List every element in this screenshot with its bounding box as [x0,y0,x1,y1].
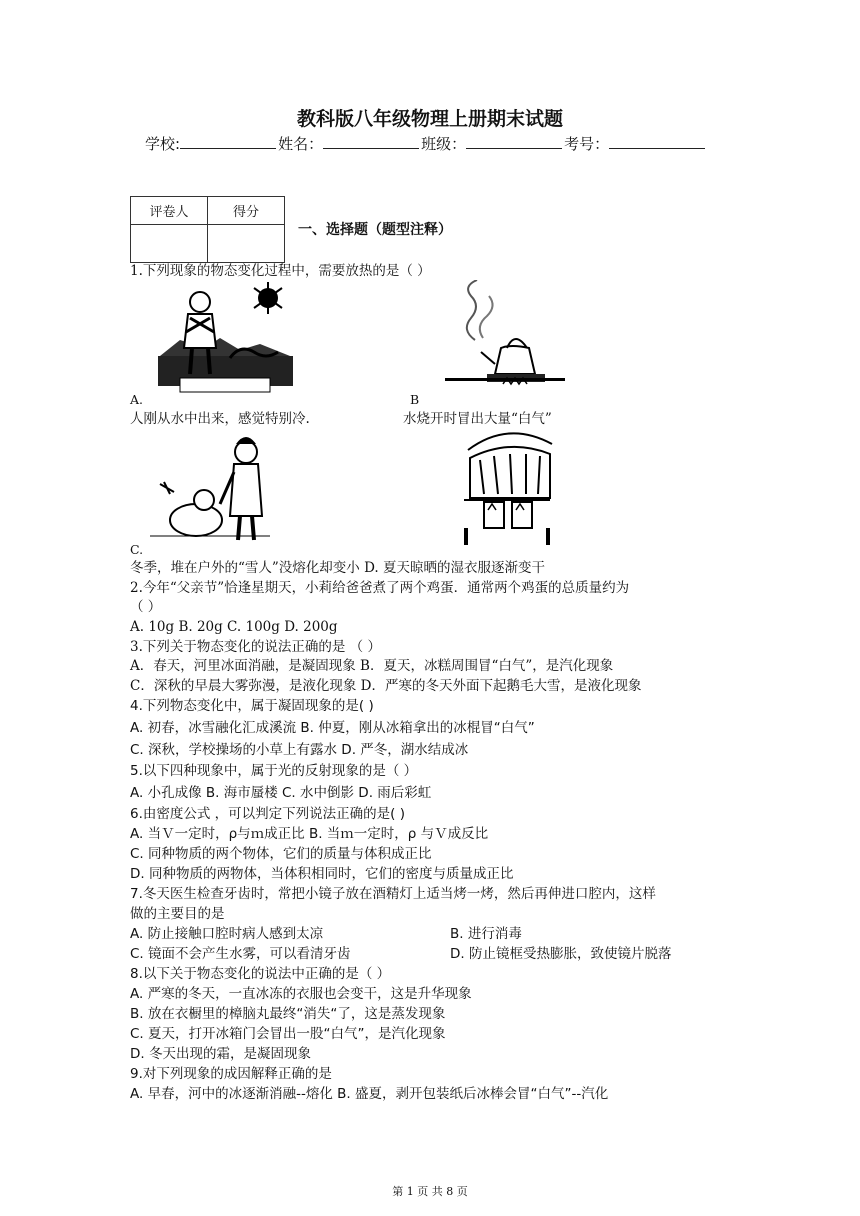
name-label: 姓名： [278,135,324,153]
q1-image-d-laundry [460,430,555,545]
grader-cell [131,225,208,263]
q1-text-b: 水烧开时冒出大量“白气” [403,411,552,427]
q2-options: A. 10g B. 20g C. 100g D. 200g [130,619,338,635]
q1-text-cd: 冬季，堆在户外的“雪人”没熔化却变小 D. 夏天晾晒的湿衣服逐渐变干 [130,560,546,576]
q8-option-c: C. 夏天，打开冰箱门会冒出一股“白气”，是汽化现象 [130,1026,446,1042]
q7-stem-line1: 7.冬天医生检查牙齿时，常把小镜子放在酒精灯上适当烤一烤，然后再伸进口腔内，这样 [130,886,656,902]
q4-options-ab: A. 初春，冰雪融化汇成溪流 B. 仲夏，刚从冰箱拿出的冰棍冒“白气” [130,720,535,736]
q1-image-a-cold-person [150,278,300,396]
q1-text-a: 人刚从水中出来，感觉特别冷. [130,411,310,427]
grader-header: 评卷人 [131,197,208,225]
q6-option-c: C. 同种物质的两个物体，它们的质量与体积成正比 [130,846,432,862]
section-title: 一、选择题（题型注释） [298,222,452,238]
number-label: 考号： [564,135,610,153]
q7-option-d: D. 防止镜框受热膨胀，致使镜片脱落 [450,946,672,962]
page-footer: 第 1 页 共 8 页 [392,1185,468,1198]
q9-stem: 9.对下列现象的成因解释正确的是 [130,1066,332,1082]
q1-label-b: B [410,392,420,407]
score-table [130,196,285,263]
q1-label-a: A. [130,392,144,407]
q7-option-a: A. 防止接触口腔时病人感到太凉 [130,926,324,942]
number-blank[interactable] [609,134,705,149]
score-cell [208,225,285,263]
q6-options-ab: A. 当Ｖ一定时，ρ与ｍ成正比 B. 当ｍ一定时，ρ 与Ｖ成反比 [130,826,489,842]
q5-options: A. 小孔成像 B. 海市蜃楼 C. 水中倒影 D. 雨后彩虹 [130,785,432,801]
q1-image-c-snowman [150,432,270,544]
q9-options-ab: A. 早春，河中的冰逐渐消融--熔化 B. 盛夏，剥开包装纸后冰棒会冒“白气”--汽化 [130,1086,609,1102]
q8-option-a: A. 严寒的冬天，一直冰冻的衣服也会变干，这是升华现象 [130,986,472,1002]
school-label: 学校: [145,135,181,153]
q8-option-d: D. 冬天出现的霜，是凝固现象 [130,1046,311,1062]
q5-stem: 5.以下四种现象中，属于光的反射现象的是（ ） [130,763,418,779]
q1-stem: 1.下列现象的物态变化过程中，需要放热的是（ ） [130,263,431,279]
q8-option-b: B. 放在衣橱里的樟脑丸最终“消失“了，这是蒸发现象 [130,1006,446,1022]
q6-stem: 6.由密度公式 ，可以判定下列说法正确的是( ) [130,806,405,822]
q1-image-b-kettle [445,280,575,395]
page-title: 教科版八年级物理上册期末试题 [296,108,563,130]
class-label: 班级： [421,135,467,153]
q1-label-c: C. [130,542,144,557]
q7-stem-line2: 做的主要目的是 [130,906,225,922]
q7-option-c: C. 镜面不会产生水雾，可以看清牙齿 [130,946,351,962]
name-blank[interactable] [323,134,419,149]
q6-option-d: D. 同种物质的两物体，当体积相同时，它们的密度与质量成正比 [130,866,514,882]
q8-stem: 8.以下关于物态变化的说法中正确的是（ ） [130,966,391,982]
q2-stem-line1: 2.今年“父亲节”恰逢星期天，小莉给爸爸煮了两个鸡蛋．通常两个鸡蛋的总质量约为 [130,580,630,596]
q4-stem: 4.下列物态变化中，属于凝固现象的是( ) [130,698,374,714]
q4-options-cd: C. 深秋，学校操场的小草上有露水 D. 严冬，湖水结成冰 [130,742,469,758]
student-info-line [145,133,707,154]
q3-options-cd: C．深秋的早晨大雾弥漫，是液化现象 D．严寒的冬天外面下起鹅毛大雪，是液化现象 [130,678,642,694]
score-header: 得分 [208,197,285,225]
q7-option-b: B. 进行消毒 [450,926,522,942]
q3-stem: 3.下列关于物态变化的说法正确的是 （ ） [130,639,381,655]
q2-stem-line2: （ ） [130,599,162,615]
class-blank[interactable] [466,134,562,149]
q3-options-ab: A．春天，河里冰面消融，是凝固现象 B．夏天，冰糕周围冒“白气”，是汽化现象 [130,658,614,674]
school-blank[interactable] [180,134,276,149]
